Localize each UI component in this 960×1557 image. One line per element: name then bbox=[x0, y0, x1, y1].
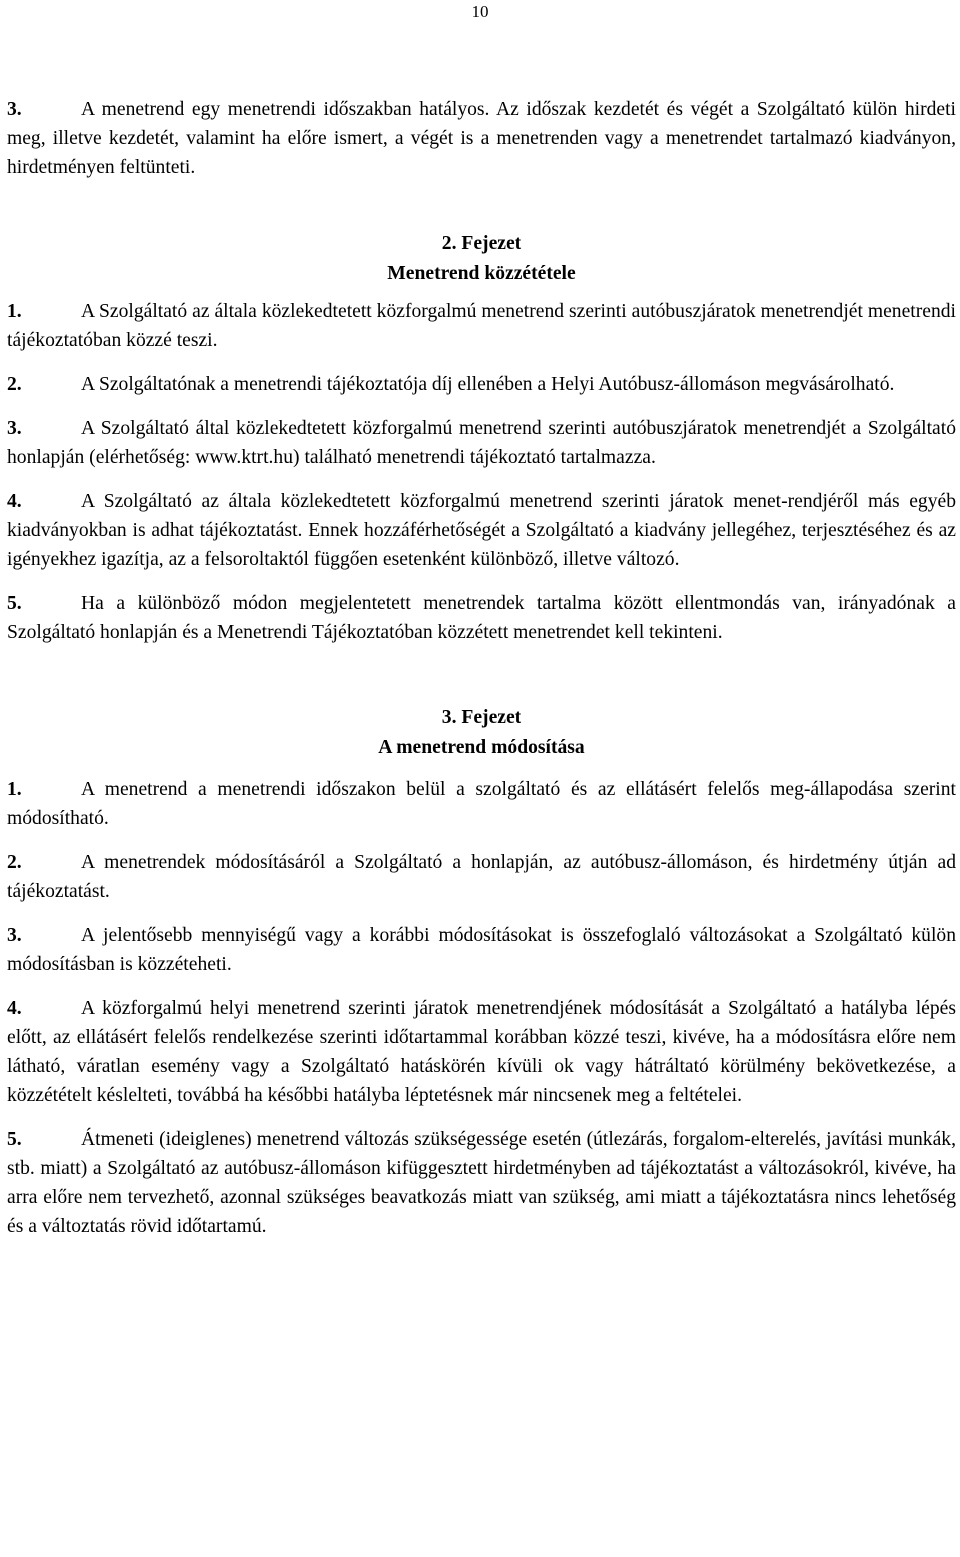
chapter-2-paragraph-1 bbox=[7, 297, 956, 355]
paragraph-text: A Szolgáltatónak a menetrendi tájékoztatója díj ellenében a Helyi Autóbusz-állomáson megvásárolható. bbox=[81, 374, 895, 395]
chapter-2-paragraph-3 bbox=[7, 414, 956, 472]
paragraph-number: 5. bbox=[7, 593, 22, 614]
paragraph-number: 3. bbox=[7, 418, 22, 439]
paragraph-text: A menetrend egy menetrendi időszakban hatályos. Az időszak kezdetét és végét a Szolgáltató külön hirdeti meg, illetve kezdetét, valamint ha előre ismert, a végét is a menetrenden vagy a menetrendet tartalmazó kiadványon, hirdetményen feltünteti. bbox=[7, 99, 956, 178]
paragraph-top-3 bbox=[7, 95, 956, 182]
chapter-2-paragraph-5 bbox=[7, 589, 956, 647]
paragraph-text: Átmeneti (ideiglenes) menetrend változás szükségessége esetén (útlezárás, forgalom-elterelés, javítási munkák, stb. miatt) a Szolgáltató az autóbusz-állomáson kifüggesztett hirdetményben ad tájékoztatást a változásokról, kivéve, ha arra előre nem tervezhető, azonnal szükséges beavatkozás miatt van szükség, ami miatt a tájékoztatásra nincs lehetőség és a változtatás rövid időtartamú. bbox=[7, 1129, 956, 1237]
chapter-3-paragraph-2 bbox=[7, 848, 956, 906]
paragraph-number: 5. bbox=[7, 1129, 22, 1150]
paragraph-text: A közforgalmú helyi menetrend szerinti járatok menetrendjének módosítását a Szolgáltató a hatályba lépés előtt, az ellátásért felelős rendelkezése szerinti időtartammal korábban közzé teszi, kivéve, ha a módosításra előre nem látható, váratlan esemény vagy a Szolgáltató hatáskörén kívüli ok vagy hátráltató körülmény bekövetkezése, a közzétételt késlelteti, továbbá ha későbbi hatályba léptetésnek már nincsenek meg a feltételei. bbox=[7, 998, 956, 1106]
chapter-2-number: 2. Fejezet bbox=[441, 233, 522, 254]
paragraph-text: A jelentősebb mennyiségű vagy a korábbi módosításokat is összefoglaló változásokat a Szolgáltató külön módosításban is közzéteheti. bbox=[7, 925, 956, 975]
paragraph-text: A Szolgáltató által közlekedtetett közforgalmú menetrend szerinti autóbuszjáratok menetrendjét a Szolgáltató honlapján (elérhetőség: www.ktrt.hu) található menetrendi tájékoztató tartalmazza. bbox=[7, 418, 956, 468]
document-body bbox=[7, 95, 956, 1241]
chapter-3-paragraph-3 bbox=[7, 921, 956, 979]
chapter-2-paragraph-4 bbox=[7, 487, 956, 574]
chapter-3-paragraph-5 bbox=[7, 1125, 956, 1241]
paragraph-number: 2. bbox=[7, 374, 22, 395]
paragraph-number: 1. bbox=[7, 301, 22, 322]
paragraph-number: 3. bbox=[7, 99, 22, 120]
paragraph-number: 2. bbox=[7, 852, 22, 873]
paragraph-number: 3. bbox=[7, 925, 22, 946]
page-number: 10 bbox=[471, 2, 489, 21]
chapter-2-paragraph-2 bbox=[7, 370, 956, 399]
paragraph-text: A menetrendek módosításáról a Szolgáltató a honlapján, az autóbusz-állomáson, és hirdetmény útján ad tájékoztatást. bbox=[7, 852, 956, 902]
paragraph-number: 4. bbox=[7, 491, 22, 512]
chapter-3-paragraph-4 bbox=[7, 994, 956, 1110]
paragraph-number: 4. bbox=[7, 998, 22, 1019]
paragraph-text: A menetrend a menetrendi időszakon belül a szolgáltató és az ellátásért felelős meg-állapodása szerint módosítható. bbox=[7, 779, 956, 829]
chapter-3-number: 3. Fejezet bbox=[441, 707, 522, 728]
chapter-3-title: A menetrend módosítása bbox=[378, 737, 585, 758]
paragraph-text: A Szolgáltató az általa közlekedtetett közforgalmú menetrend szerinti járatok menet-rendjéről más egyéb kiadványokban is adhat tájékoztatást. Ennek hozzáférhetőségét a Szolgáltató a kiadvány jellegéhez, terjesztéséhez és az igényekhez igazítja, az a felsoroltaktól függően esetenként különböző, illetve változó. bbox=[7, 491, 956, 570]
paragraph-number: 1. bbox=[7, 779, 22, 800]
paragraph-text: A Szolgáltató az általa közlekedtetett közforgalmú menetrend szerinti autóbuszjáratok menetrendjét menetrendi tájékoztatóban közzé teszi. bbox=[7, 301, 956, 351]
chapter-3-paragraph-1 bbox=[7, 775, 956, 833]
paragraph-text: Ha a különböző módon megjelentetett menetrendek tartalma között ellentmondás van, irányadónak a Szolgáltató honlapján és a Menetrendi Tájékoztatóban közzétett menetrendet kell tekinteni. bbox=[7, 593, 956, 643]
chapter-2-title: Menetrend közzététele bbox=[387, 263, 576, 284]
